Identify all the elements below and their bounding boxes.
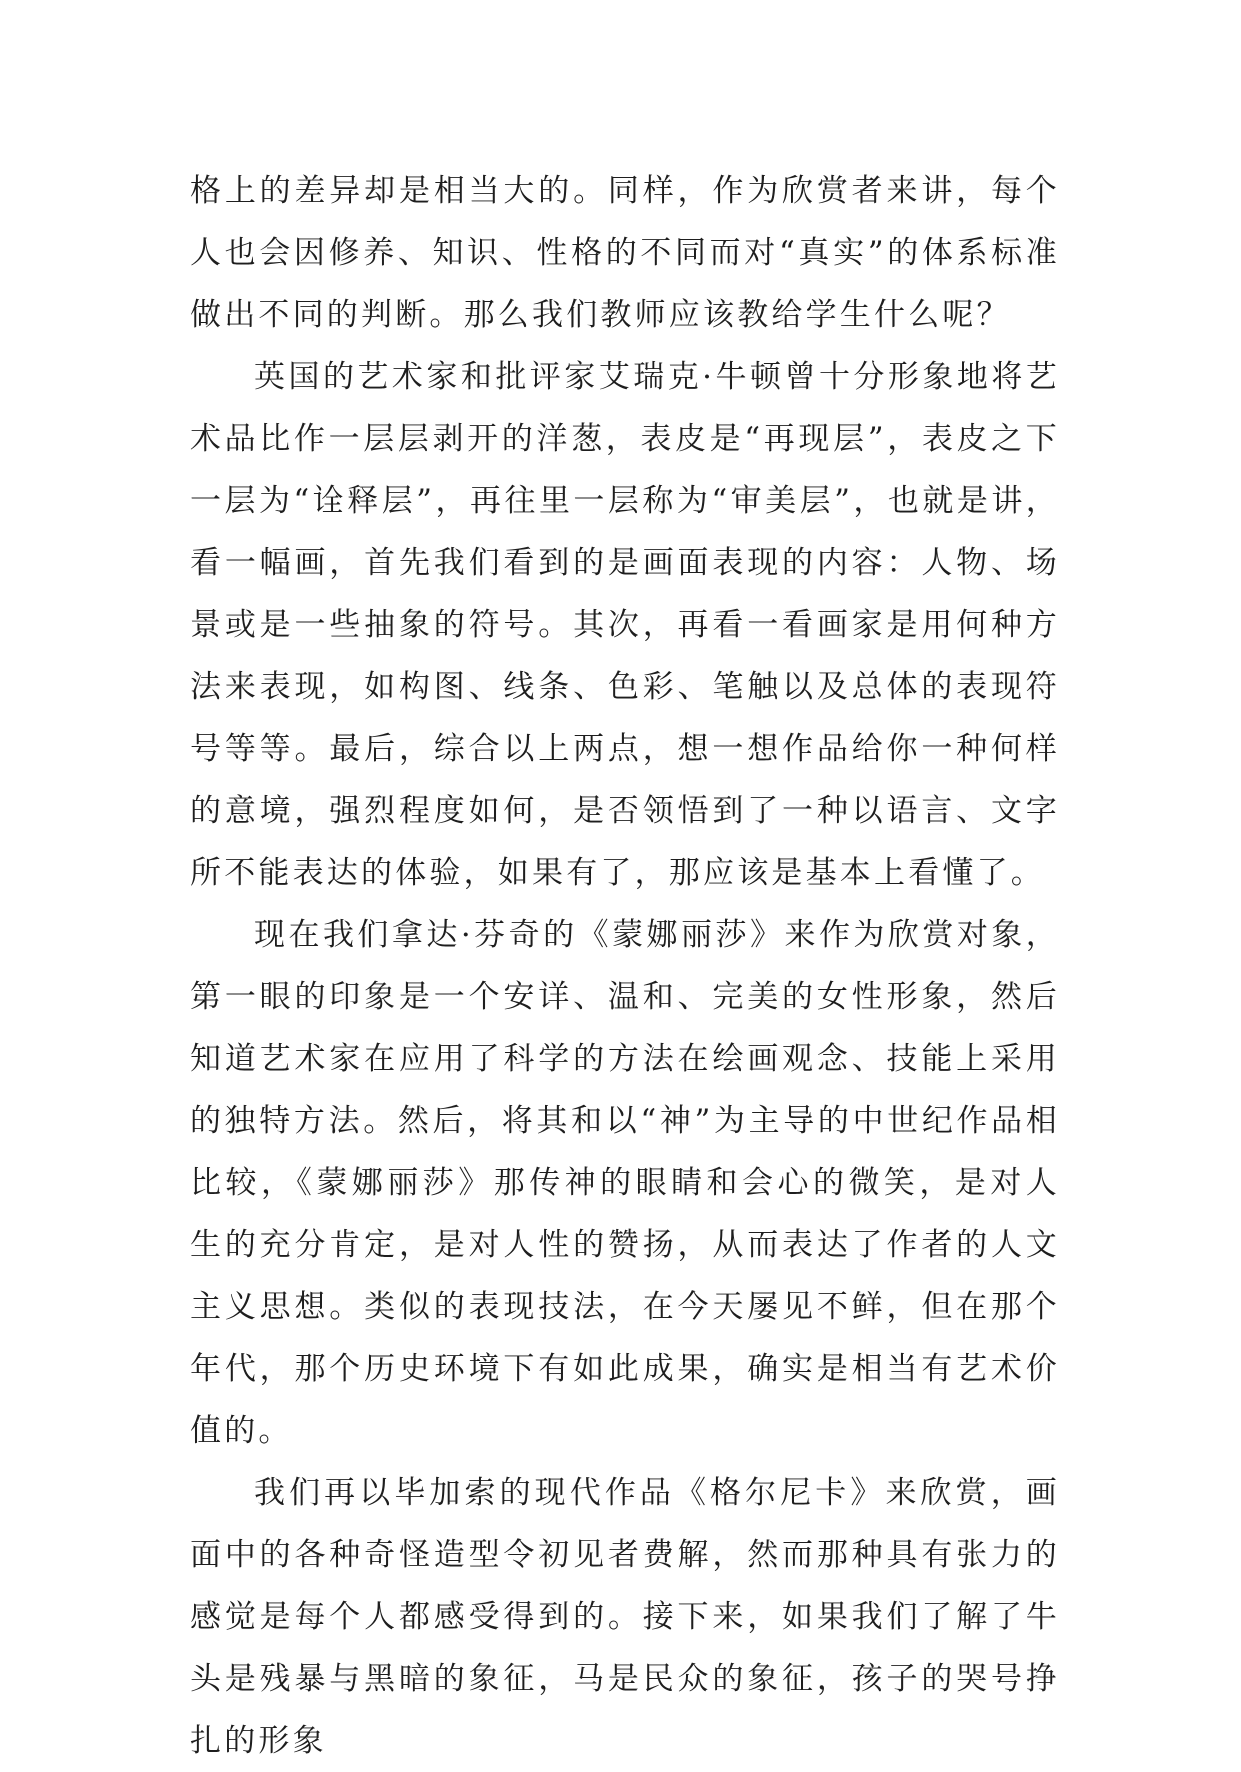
document-body: [190, 160, 1060, 1772]
paragraph-continuation: 格上的差异却是相当大的。同样，作为欣赏者来讲，每个人也会因修养、知识、性格的不同而对“真实”的体系标准做出不同的判断。那么我们教师应该教给学生什么呢？: [190, 173, 1060, 333]
paragraph-mona-lisa: 现在我们拿达·芬奇的《蒙娜丽莎》来作为欣赏对象，第一眼的印象是一个安详、温和、完美的女性形象，然后知道艺术家在应用了科学的方法在绘画观念、技能上采用的独特方法。然后，将其和以“神”为主导的中世纪作品相比较，《蒙娜丽莎》那传神的眼睛和会心的微笑，是对人生的充分肯定，是对人性的赞扬，从而表达了作者的人文主义思想。类似的表现技法，在今天屡见不鲜，但在那个年代，那个历史环境下有如此成果，确实是相当有艺术价值的。: [190, 917, 1060, 1449]
paragraph-onion-layers: 英国的艺术家和批评家艾瑞克·牛顿曾十分形象地将艺术品比作一层层剥开的洋葱，表皮是“再现层”，表皮之下一层为“诠释层”，再往里一层称为“审美层”，也就是讲，看一幅画，首先我们看到的是画面表现的内容：人物、场景或是一些抽象的符号。其次，再看一看画家是用何种方法来表现，如构图、线条、色彩、笔触以及总体的表现符号等等。最后，综合以上两点，想一想作品给你一种何样的意境，强烈程度如何，是否领悟到了一种以语言、文字所不能表达的体验，如果有了，那应该是基本上看懂了。: [190, 359, 1060, 891]
paragraph-guernica: 我们再以毕加索的现代作品《格尔尼卡》来欣赏，画面中的各种奇怪造型令初见者费解，然而那种具有张力的感觉是每个人都感受得到的。接下来，如果我们了解了牛头是残暴与黑暗的象征，马是民众的象征，孩子的哭号挣扎的形象: [190, 1475, 1060, 1759]
